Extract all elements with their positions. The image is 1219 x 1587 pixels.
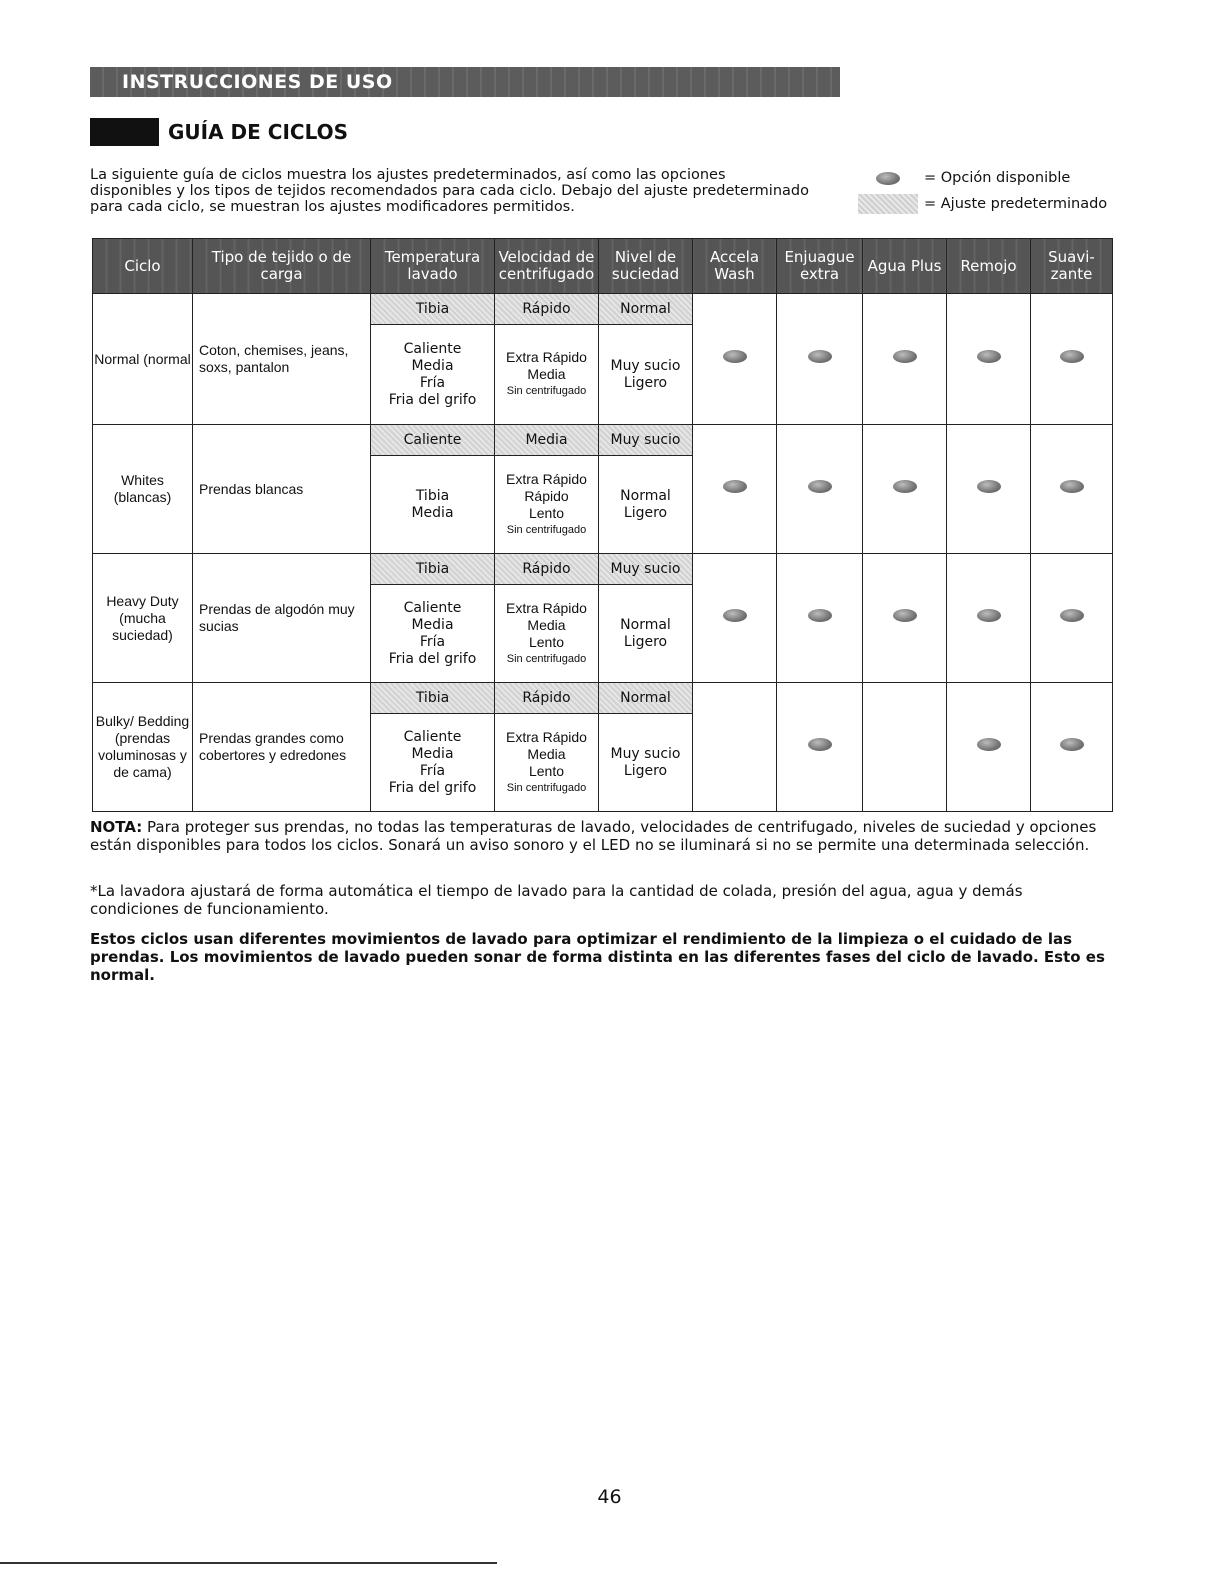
option-cell xyxy=(693,683,777,812)
soil-options-item: Ligero xyxy=(623,504,668,521)
spin-options-item: Sin centrifugado xyxy=(506,652,587,665)
table-row xyxy=(93,554,1113,585)
temperature-options-item: Media xyxy=(411,616,454,633)
option-cell xyxy=(863,554,947,683)
default-temperature: Caliente xyxy=(371,425,495,456)
cycle-name: Heavy Duty (mucha suciedad) xyxy=(93,554,193,683)
note-text: Para proteger sus prendas, no todas las temperaturas de lavado, velocidades de centrifugado, niveles de suciedad y opciones están disponibles para todos los ciclos. Sonará un aviso sonoro y el LED no se iluminará si no se permite una determinada selección. xyxy=(90,818,1097,854)
spin-options-item: Rápido xyxy=(524,487,569,504)
footer-rule xyxy=(0,1562,497,1564)
wash-motion-note: Estos ciclos usan diferentes movimientos de lavado para optimizar el rendimiento de la limpieza o el cuidado de las prendas. Los movimientos de lavado pueden sonar de forma distinta en las diferentes fases del ciclo de lavado. Esto es normal. xyxy=(90,930,1105,984)
option-cell xyxy=(1031,294,1113,425)
default-spin: Media xyxy=(495,425,599,456)
spin-options-item: Lento xyxy=(528,633,565,650)
section-heading xyxy=(90,118,348,146)
header-water-plus: Agua Plus xyxy=(863,239,947,294)
spin-options-item: Media xyxy=(527,616,566,633)
auto-adjust-note: *La lavadora ajustará de forma automática el tiempo de lavado para la cantidad de colada, presión del agua, agua y demás condiciones de funcionamiento. xyxy=(90,882,1023,918)
available-dot-icon xyxy=(808,350,832,363)
soil-options-item: Ligero xyxy=(623,633,668,650)
available-dot-icon xyxy=(723,480,747,493)
available-dot-icon xyxy=(723,350,747,363)
option-cell xyxy=(777,294,863,425)
option-cell xyxy=(947,683,1031,812)
option-cell xyxy=(1031,683,1113,812)
available-dot-icon xyxy=(1060,480,1084,493)
legend-available xyxy=(858,165,1107,191)
available-dot-icon xyxy=(723,609,747,622)
header-accela-wash: Accela Wash xyxy=(693,239,777,294)
available-dot-icon xyxy=(893,350,917,363)
available-dot-icon xyxy=(876,172,900,185)
available-dot-icon xyxy=(1060,738,1084,751)
option-cell xyxy=(1031,425,1113,554)
spin-options-item: Lento xyxy=(528,504,565,521)
option-cell xyxy=(693,554,777,683)
option-cell xyxy=(863,683,947,812)
spin-options-item: Extra Rápido xyxy=(506,728,587,745)
legend-available-label: = Opción disponible xyxy=(924,170,1071,186)
option-cell xyxy=(947,425,1031,554)
option-cell xyxy=(693,425,777,554)
available-dot-icon xyxy=(977,480,1001,493)
temperature-options-item: Fría xyxy=(419,374,446,391)
default-soil: Muy sucio xyxy=(599,554,693,585)
note-paragraph xyxy=(90,818,1110,854)
available-dot-icon xyxy=(1060,350,1084,363)
default-spin: Rápido xyxy=(495,294,599,325)
legend-default xyxy=(858,191,1107,217)
temperature-options xyxy=(371,325,495,425)
soil-options-item: Normal xyxy=(620,616,671,633)
soil-options-item: Ligero xyxy=(623,374,668,391)
spin-options-item: Sin centrifugado xyxy=(506,523,587,536)
temperature-options-item: Tibia xyxy=(415,487,450,504)
spin-options-item: Sin centrifugado xyxy=(506,781,587,794)
spin-options-item: Lento xyxy=(528,762,565,779)
available-dot-icon xyxy=(893,609,917,622)
table-header-row xyxy=(93,239,1113,294)
default-soil: Normal xyxy=(599,294,693,325)
available-dot-icon xyxy=(977,350,1001,363)
header-cycle: Ciclo xyxy=(93,239,193,294)
note-label: NOTA: xyxy=(90,818,143,836)
spin-options xyxy=(495,456,599,554)
temperature-options-item: Caliente xyxy=(403,599,462,616)
page-title: GUÍA DE CICLOS xyxy=(168,120,348,144)
temperature-options-item: Media xyxy=(411,357,454,374)
soil-options-item: Muy sucio xyxy=(610,357,681,374)
soil-options-item: Ligero xyxy=(623,762,668,779)
temperature-options-item: Media xyxy=(411,745,454,762)
table-row xyxy=(93,425,1113,456)
default-soil: Normal xyxy=(599,683,693,714)
legend xyxy=(858,165,1107,217)
option-cell xyxy=(1031,554,1113,683)
header-softener: Suavi-zante xyxy=(1031,239,1113,294)
temperature-options-item: Caliente xyxy=(403,340,462,357)
option-cell xyxy=(863,425,947,554)
cycle-guide-table xyxy=(92,238,1113,812)
spin-options-item: Media xyxy=(527,366,566,382)
default-swatch-icon xyxy=(858,194,918,214)
temperature-options-item: Caliente xyxy=(403,728,462,745)
header-soak: Remojo xyxy=(947,239,1031,294)
soil-options xyxy=(599,714,693,812)
fabric-type: Prendas de algodón muy sucias xyxy=(193,554,371,683)
default-temperature: Tibia xyxy=(371,294,495,325)
temperature-options-item: Fria del grifo xyxy=(388,650,477,667)
cycle-name: Normal (normal xyxy=(93,294,193,425)
temperature-options-item: Fria del grifo xyxy=(388,779,477,796)
header-extra-rinse: Enjuague extra xyxy=(777,239,863,294)
available-dot-icon xyxy=(1060,609,1084,622)
page-number: 46 xyxy=(597,1486,622,1508)
fabric-type: Prendas grandes como cobertores y edredones xyxy=(193,683,371,812)
default-soil: Muy sucio xyxy=(599,425,693,456)
spin-options-item: Sin centrifugado xyxy=(506,385,587,397)
temperature-options-item: Fria del grifo xyxy=(388,391,477,408)
default-spin: Rápido xyxy=(495,554,599,585)
legend-default-label: = Ajuste predeterminado xyxy=(924,196,1108,212)
soil-options-item: Muy sucio xyxy=(610,745,681,762)
intro-paragraph: La siguiente guía de ciclos muestra los ajustes predeterminados, así como las opciones disponibles y los tipos de tejidos recomendados para cada ciclo. Debajo del ajuste predeterminado para cada ciclo, se muestran los ajustes modificadores permitidos. xyxy=(90,167,809,215)
option-cell xyxy=(777,425,863,554)
temperature-options-item: Media xyxy=(411,504,454,521)
temperature-options-item: Fría xyxy=(419,633,446,650)
available-dot-icon xyxy=(808,609,832,622)
spin-options-item: Extra Rápido xyxy=(506,349,587,365)
spin-options xyxy=(495,325,599,425)
heading-block-marker xyxy=(90,118,159,146)
default-spin: Rápido xyxy=(495,683,599,714)
option-cell xyxy=(777,554,863,683)
temperature-options xyxy=(371,585,495,683)
temperature-options-item: Fría xyxy=(419,762,446,779)
option-cell xyxy=(777,683,863,812)
spin-options xyxy=(495,714,599,812)
option-cell xyxy=(693,294,777,425)
fabric-type: Coton, chemises, jeans, soxs, pantalon xyxy=(193,294,371,425)
cycle-name: Bulky/ Bedding (prendas voluminosas y de cama) xyxy=(93,683,193,812)
available-dot-icon xyxy=(893,480,917,493)
soil-options xyxy=(599,456,693,554)
available-dot-icon xyxy=(808,480,832,493)
option-cell xyxy=(947,554,1031,683)
option-cell xyxy=(863,294,947,425)
header-soil: Nivel de suciedad xyxy=(599,239,693,294)
spin-options-item: Media xyxy=(527,745,566,762)
temperature-options xyxy=(371,714,495,812)
section-banner: INSTRUCCIONES DE USO xyxy=(90,67,840,97)
cycle-name: Whites (blancas) xyxy=(93,425,193,554)
table-row xyxy=(93,683,1113,714)
temperature-options xyxy=(371,456,495,554)
available-dot-icon xyxy=(808,738,832,751)
available-dot-icon xyxy=(977,738,1001,751)
default-temperature: Tibia xyxy=(371,683,495,714)
spin-options-item: Extra Rápido xyxy=(506,470,587,487)
fabric-type: Prendas blancas xyxy=(193,425,371,554)
soil-options xyxy=(599,585,693,683)
header-fabric: Tipo de tejido o de carga xyxy=(193,239,371,294)
header-spin: Velocidad de centrifugado xyxy=(495,239,599,294)
soil-options-item: Normal xyxy=(620,487,671,504)
table-row xyxy=(93,294,1113,325)
option-cell xyxy=(947,294,1031,425)
spin-options xyxy=(495,585,599,683)
available-dot-icon xyxy=(977,609,1001,622)
soil-options xyxy=(599,325,693,425)
header-temperature: Temperatura lavado xyxy=(371,239,495,294)
spin-options-item: Extra Rápido xyxy=(506,599,587,616)
default-temperature: Tibia xyxy=(371,554,495,585)
